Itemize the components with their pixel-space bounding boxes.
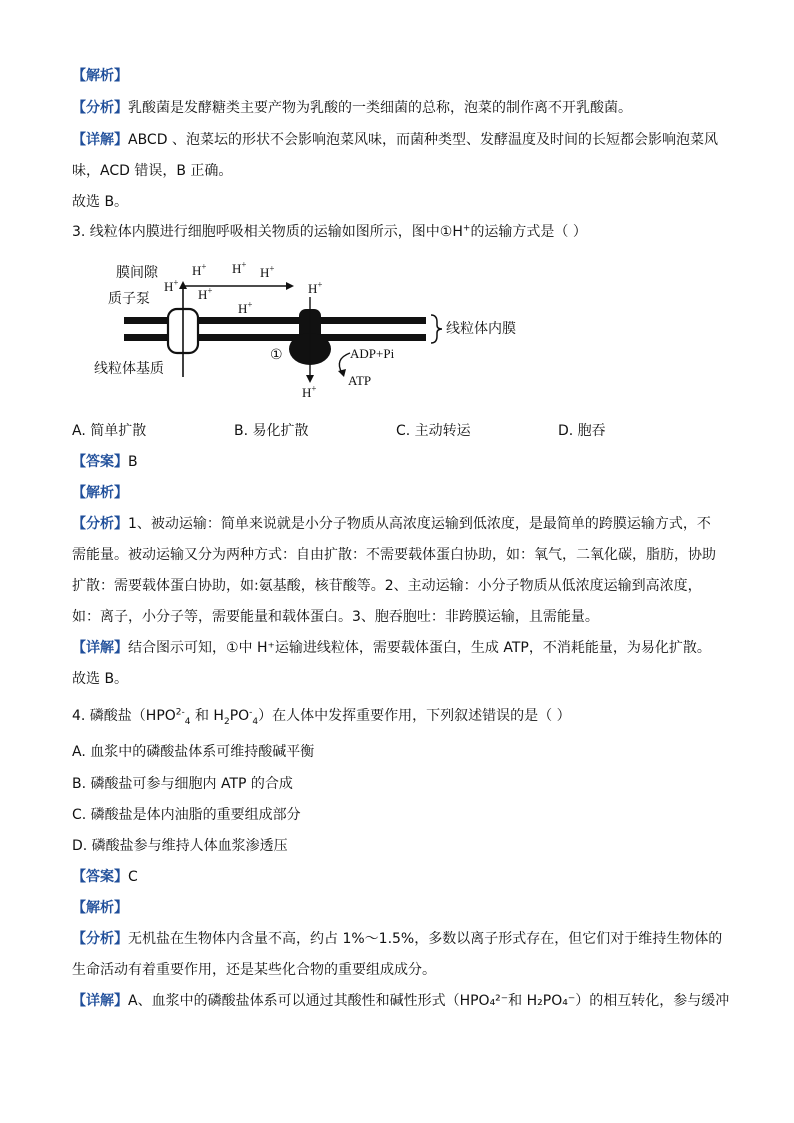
analysis-paragraph [72,929,722,949]
analysis-text-line-1: 1、被动运输：简单来说就是小分子物质从高浓度运输到低浓度，是最简单的跨膜运输方式，不 [128,516,711,532]
horizontal-arrow-head [286,282,294,290]
answer-line [72,867,138,887]
analysis-text-line-2: 生命活动有着重要作用，还是某些化合物的重要组成成分。 [72,962,436,978]
plus-symbol: + [269,263,275,274]
analysis-tag: 【分析】 [72,100,128,116]
label-inner-membrane: 线粒体内膜 [446,321,516,337]
plus-symbol: + [241,259,247,270]
option-a: A. 血浆中的磷酸盐体系可维持酸碱平衡 [72,744,315,760]
h-ion-label [198,285,212,305]
option-d: D. 胞吞 [558,423,606,439]
question-3-stem-part: 的运输方式是（ ） [470,224,587,240]
plus-symbol: + [207,285,213,296]
h-symbol: H [198,287,208,302]
analysis-text: 乳酸菌是发酵糖类主要产物为乳酸的一类细菌的总称，泡菜的制作离不开乳酸菌。 [128,100,632,116]
question-4-stem-part: PO [229,708,250,724]
h-ion-label [232,259,246,279]
analysis-paragraph [72,98,632,118]
h-symbol: H [164,279,174,294]
analysis-paragraph [72,514,711,534]
subscript-index: 4 [252,716,259,727]
answer-tag: 【答案】 [72,454,128,470]
answer-value: B [128,454,138,470]
pump-arrow-head [179,281,187,289]
label-adp-pi: ADP+Pi [350,346,395,361]
adp-atp-arrow-head [338,369,346,377]
h-ion-label [260,263,274,283]
h-ion-label [302,383,316,403]
subscript-index: 2 [223,716,230,727]
h-ion-label [192,261,206,281]
h-symbol: H [308,281,318,296]
analysis-text-line-4: 如：离子，小分子等，需要能量和载体蛋白。3、胞吞胞吐：非跨膜运输，且需能量。 [72,609,599,625]
superscript-plus: + [462,223,471,234]
detail-text-line-2: 味，ACD 错误，B 正确。 [72,163,233,179]
h-ion-label [238,299,252,319]
option-b: B. 易化扩散 [234,423,309,439]
label-mitochondrial-matrix: 线粒体基质 [94,361,164,377]
detail-text: A、血浆中的磷酸盐体系可以通过其酸性和碱性形式（HPO₄²⁻和 H₂PO₄⁻）的相互转化，参与缓冲 [128,993,730,1009]
jiexi-heading: 【解析】 [72,485,128,501]
circle-1-marker: ① [270,347,283,363]
h-symbol: H [302,385,312,400]
detail-tag: 【详解】 [72,993,128,1009]
h-ion-label [308,279,322,299]
subscript-index: 4 [184,716,191,727]
detail-tag: 【详解】 [72,132,128,148]
question-4-stem [72,706,571,726]
option-c: C. 主动转运 [396,423,471,439]
label-atp: ATP [348,373,372,388]
question-4-stem-part: 和 H [190,708,224,724]
analysis-tag: 【分析】 [72,516,128,532]
question-3-stem [72,222,587,242]
plus-symbol: + [247,299,253,310]
mitochondrial-membrane-diagram [88,255,548,405]
option-b: B. 磷酸盐可参与细胞内 ATP 的合成 [72,776,293,792]
answer-tag: 【答案】 [72,869,128,885]
plus-symbol: + [317,279,323,290]
h-symbol: H [192,263,202,278]
option-c: C. 磷酸盐是体内油脂的重要组成部分 [72,807,301,823]
label-intermembrane-space: 膜间隙 [116,265,158,281]
superscript-charge: 2- [175,707,185,718]
plus-symbol: + [173,277,179,288]
option-a: A. 简单扩散 [72,423,147,439]
superscript-charge: - [249,707,253,718]
choice-conclusion: 故选 B。 [72,194,129,210]
detail-paragraph [72,130,718,150]
h-symbol: H [232,261,242,276]
detail-text-line-1: ABCD 、泡菜坛的形状不会影响泡菜风味，而菌种类型、发酵温度及时间的长短都会影响泡菜风 [128,132,718,148]
plus-symbol: + [201,261,207,272]
analysis-text-line-2: 需能量。被动运输又分为两种方式：自由扩散：不需要载体蛋白协助，如：氧气，二氧化碳，脂肪，协助 [72,547,716,563]
jiexi-heading: 【解析】 [72,68,128,84]
h-symbol: H [260,265,270,280]
label-proton-pump: 质子泵 [108,291,150,307]
analysis-text-line-3: 扩散：需要载体蛋白协助，如:氨基酸，核苷酸等。2、主动运输：小分子物质从低浓度运输到高浓度， [72,578,702,594]
plus-symbol: + [311,383,317,394]
detail-paragraph [72,991,729,1011]
question-4-stem-part: 4. 磷酸盐（HPO [72,708,176,724]
answer-value: C [128,869,138,885]
answer-line [72,452,138,472]
option-d: D. 磷酸盐参与维持人体血浆渗透压 [72,838,288,854]
question-3-stem-part: 3. 线粒体内膜进行细胞呼吸相关物质的运输如图所示，图中①H [72,224,463,240]
question-4-stem-part: ）在人体中发挥重要作用，下列叙述错误的是（ ） [258,708,571,724]
choice-conclusion: 故选 B。 [72,671,129,687]
analysis-text-line-1: 无机盐在生物体内含量不高，约占 1%～1.5%，多数以离子形式存在，但它们对于维持生物体的 [128,931,723,947]
membrane-brace [431,315,442,343]
detail-text: 结合图示可知，①中 H⁺运输进线粒体，需要载体蛋白，生成 ATP，不消耗能量，为易化扩散。 [128,640,711,656]
detail-tag: 【详解】 [72,640,128,656]
jiexi-heading: 【解析】 [72,900,128,916]
h-ion-label [164,277,178,297]
detail-paragraph [72,638,711,658]
analysis-tag: 【分析】 [72,931,128,947]
synthase-arrow-head [306,375,314,383]
h-symbol: H [238,301,248,316]
